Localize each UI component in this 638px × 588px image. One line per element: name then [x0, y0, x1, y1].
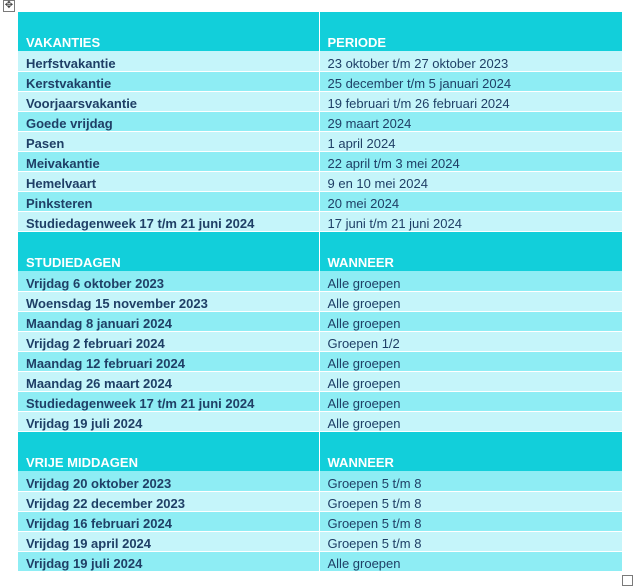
- vakantie-period: 19 februari t/m 26 februari 2024: [319, 91, 622, 111]
- table-row: [18, 111, 622, 131]
- table-row: [18, 271, 622, 291]
- schedule-table: [18, 12, 622, 572]
- studiedag-groups: Alle groepen: [319, 371, 622, 391]
- studiedag-date: Vrijdag 6 oktober 2023: [18, 271, 319, 291]
- vakantie-period: 29 maart 2024: [319, 111, 622, 131]
- vakantie-name: Studiedagenweek 17 t/m 21 juni 2024: [18, 211, 319, 231]
- vakantie-period: 17 juni t/m 21 juni 2024: [319, 211, 622, 231]
- vakantie-period: 23 oktober t/m 27 oktober 2023: [319, 51, 622, 71]
- studiedagen-header-row: [18, 231, 622, 271]
- table-row: [18, 191, 622, 211]
- vrije-middag-date: Vrijdag 20 oktober 2023: [18, 471, 319, 491]
- table-row: [18, 491, 622, 511]
- studiedag-date: Vrijdag 19 juli 2024: [18, 411, 319, 431]
- vrije-middagen-section: [18, 431, 622, 571]
- vrije-middag-groups: Groepen 5 t/m 8: [319, 491, 622, 511]
- table-row: [18, 471, 622, 491]
- vakantie-period: 25 december t/m 5 januari 2024: [319, 71, 622, 91]
- vakanties-header-label: VAKANTIES: [18, 12, 319, 51]
- wanneer-header-label: WANNEER: [319, 231, 622, 271]
- table-row: [18, 131, 622, 151]
- table-row: [18, 71, 622, 91]
- studiedag-groups: Groepen 1/2: [319, 331, 622, 351]
- table-row: [18, 511, 622, 531]
- table-resize-handle[interactable]: [622, 575, 633, 586]
- vrije-middagen-header-label: VRIJE MIDDAGEN: [18, 431, 319, 471]
- studiedag-groups: Alle groepen: [319, 411, 622, 431]
- vrije-middag-date: Vrijdag 19 juli 2024: [18, 551, 319, 571]
- vrije-middag-date: Vrijdag 22 december 2023: [18, 491, 319, 511]
- vrije-middag-date: Vrijdag 19 april 2024: [18, 531, 319, 551]
- table-row: [18, 391, 622, 411]
- table-row: [18, 151, 622, 171]
- vakantie-name: Pasen: [18, 131, 319, 151]
- studiedag-groups: Alle groepen: [319, 271, 622, 291]
- vakantie-period: 9 en 10 mei 2024: [319, 171, 622, 191]
- vakantie-name: Meivakantie: [18, 151, 319, 171]
- vakantie-period: 1 april 2024: [319, 131, 622, 151]
- studiedag-date: Maandag 8 januari 2024: [18, 311, 319, 331]
- table-row: [18, 91, 622, 111]
- studiedagen-section: [18, 231, 622, 431]
- vakantie-name: Herfstvakantie: [18, 51, 319, 71]
- table-move-handle-icon[interactable]: ✥: [4, 0, 14, 11]
- studiedag-date: Maandag 26 maart 2024: [18, 371, 319, 391]
- table-row: [18, 551, 622, 571]
- vakantie-name: Hemelvaart: [18, 171, 319, 191]
- table-row: [18, 171, 622, 191]
- vrije-middag-groups: Groepen 5 t/m 8: [319, 471, 622, 491]
- table-row: [18, 291, 622, 311]
- studiedagen-header-label: STUDIEDAGEN: [18, 231, 319, 271]
- vrije-middag-groups: Groepen 5 t/m 8: [319, 531, 622, 551]
- periode-header-label: PERIODE: [319, 12, 622, 51]
- table-row: [18, 331, 622, 351]
- vakantie-name: Kerstvakantie: [18, 71, 319, 91]
- studiedag-groups: Alle groepen: [319, 391, 622, 411]
- studiedag-groups: Alle groepen: [319, 311, 622, 331]
- table-row: [18, 351, 622, 371]
- vakantie-name: Pinksteren: [18, 191, 319, 211]
- vakanties-section: [18, 12, 622, 231]
- studiedag-date: Studiedagenweek 17 t/m 21 juni 2024: [18, 391, 319, 411]
- vrije-middagen-header-row: [18, 431, 622, 471]
- studiedag-date: Woensdag 15 november 2023: [18, 291, 319, 311]
- studiedag-date: Maandag 12 februari 2024: [18, 351, 319, 371]
- wanneer-header-label: WANNEER: [319, 431, 622, 471]
- table-row: [18, 51, 622, 71]
- studiedag-groups: Alle groepen: [319, 291, 622, 311]
- vrije-middag-groups: Groepen 5 t/m 8: [319, 511, 622, 531]
- vakantie-period: 22 april t/m 3 mei 2024: [319, 151, 622, 171]
- table-row: [18, 531, 622, 551]
- table-row: [18, 411, 622, 431]
- vakantie-name: Voorjaarsvakantie: [18, 91, 319, 111]
- table-row: [18, 311, 622, 331]
- table-row: [18, 371, 622, 391]
- vakantie-name: Goede vrijdag: [18, 111, 319, 131]
- vrije-middag-groups: Alle groepen: [319, 551, 622, 571]
- studiedag-groups: Alle groepen: [319, 351, 622, 371]
- studiedag-date: Vrijdag 2 februari 2024: [18, 331, 319, 351]
- table-row: [18, 211, 622, 231]
- vakanties-header-row: [18, 12, 622, 51]
- vakantie-period: 20 mei 2024: [319, 191, 622, 211]
- vrije-middag-date: Vrijdag 16 februari 2024: [18, 511, 319, 531]
